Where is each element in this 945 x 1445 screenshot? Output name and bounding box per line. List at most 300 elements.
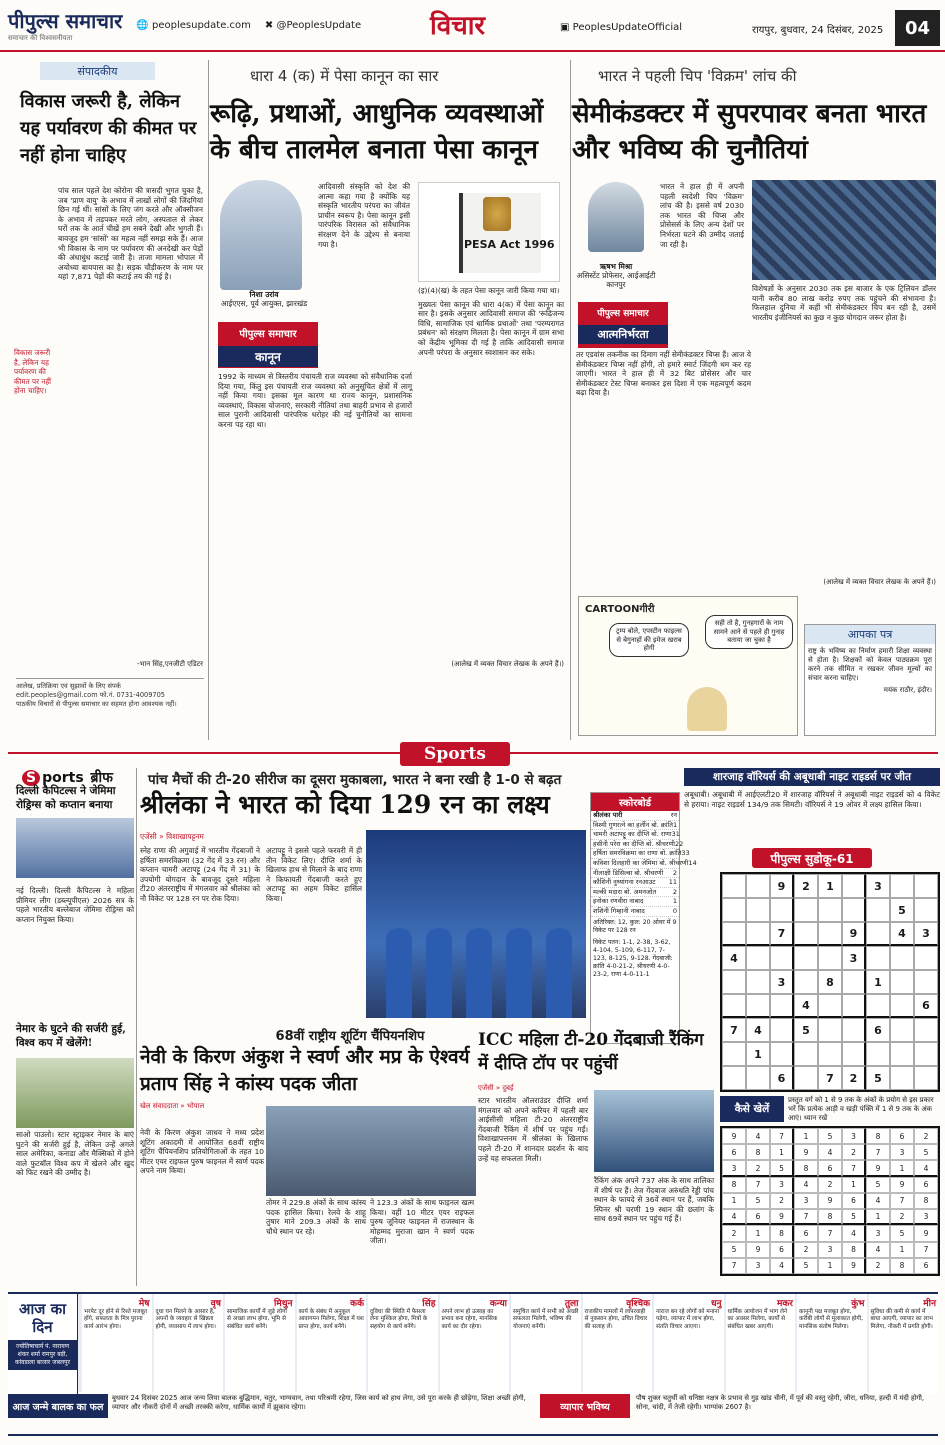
scoreboard-runs-header: रन: [670, 811, 677, 819]
sudoku-cell[interactable]: 2: [842, 1066, 866, 1090]
cricket-photo: [366, 830, 586, 1018]
section-title: विचार: [430, 11, 486, 41]
contact-disclaimer: पाठकीय विचारों से पीपुल्स समाचार का सहमत होना आवश्यक नहीं।: [16, 700, 177, 708]
sudoku-cell[interactable]: 5: [890, 898, 914, 922]
pesa-kicker: धारा 4 (क) में पेसा कानून का सार: [250, 67, 439, 85]
birth-tag: आज जन्मे बालक का फल: [8, 1394, 108, 1418]
sudoku-cell[interactable]: 3: [842, 946, 866, 970]
batter-runs: 1: [672, 897, 677, 906]
sudoku-cell[interactable]: [866, 1042, 890, 1066]
chip-body-1: तर एडवांस तकनीक का दिमाग नहीं सेमीकंडक्टर चिप्स हैं। आज ये सेमीकंडक्टर चिप्स नहीं होंगी, तो हमारे स्मार्ट जिंदगी थम कर रह जाएगी। भारत ने हाल ही में 32 बिट प्रोसेसर और चार सेमीकंडक्टर टेस्ट चिप्स बनाकर इस दिशा में एक महत्वपूर्ण कदम बढ़ा दिया है।: [576, 350, 751, 398]
twitter-text: @PeoplesUpdate: [276, 19, 362, 31]
sudoku-cell[interactable]: [890, 874, 914, 898]
sign-text: कार्य के संबंध में अनुकूल आवागमन मिलेगा, शिक्षा में यश प्राप्त होगा, कार्य बनेंगे।: [298, 1309, 364, 1330]
birth-text: बुधवार 24 दिसंबर 2025 आज जन्म लिया बालक बुद्धिमान, चतुर, भाग्यवान, तथा परिश्रमी रहेगा, जिस कार्य को हाथ लेगा, उसे पूरा करके ही छोड़ेगा, शिक्षा अच्छी होगी, व्यापार और नौकरी दोनों में अच्छी तरक्की करेगा, धार्मिक कार्यों में झुकाव रहेगा।: [112, 1394, 526, 1411]
sudoku-cell[interactable]: [818, 922, 842, 946]
batter-runs: 33: [681, 849, 690, 858]
horoscope-strip: [8, 1292, 938, 1392]
pesa-body-2-text: मुख्यतः पेसा कानून की धारा 4(क) में पेसा कानून का सार है। इसके अनुसार आदिवासी समाज की 'रूढ़िजन्य विधि, सामाजिक एवं धार्मिक प्रथाओं' तथा 'परम्परागत प्रबंधन' को संरक्षण मिलता है। पेसा कानून में ग्राम सभा को केंद्रीय भूमिका दी गई है ताकि आदिवासी समाज अपनी परंपरा के अनुसार स्वशासन कर सके।: [418, 299, 564, 357]
bottom-rule: [8, 1434, 938, 1436]
sudoku-cell[interactable]: 5: [866, 1066, 890, 1090]
sudoku-cell[interactable]: [914, 1018, 938, 1042]
horoscope-sign: [154, 1294, 224, 1394]
website-link[interactable]: 🌐 peoplesupdate.com: [136, 19, 251, 31]
sudoku-cell[interactable]: 1: [746, 1042, 770, 1066]
book-caption: (इ)(4)(ख) के तहत पेसा कानून जारी किया गया था।: [418, 286, 560, 295]
sudoku-solution-cell: 1: [746, 1225, 770, 1241]
wsl-body: अबूधाबी। अबूधाबी में आईएलटी20 में शारजाह वॉरियर्स ने अबूधाबी नाइट राइडर्स को 4 विकेट से हराया। नाइट राइडर्स 134/9 तक सिमटी। वॉरियर्स ने 19 ओवर में लक्ष्य हासिल किया।: [684, 790, 940, 809]
editorial-signature: -भान सिंह,एनजीटी एडिटर: [136, 660, 203, 668]
sudoku-solution-cell: 7: [890, 1193, 914, 1209]
sign-name: मकर: [777, 1299, 793, 1309]
pesa-body-2: [418, 286, 564, 658]
batter-name: हर्षिता समरविक्रमा का राणा बो. क्रांति: [593, 849, 682, 858]
facebook-link[interactable]: [560, 22, 682, 33]
sudoku-solution-cell: 5: [866, 1177, 890, 1193]
brief-headline[interactable]: नेमार के घुटने की सर्जरी हुई, विश्व कप में खेलेंगे!: [16, 1023, 126, 1049]
sudoku-cell[interactable]: 3: [914, 922, 938, 946]
sudoku-cell[interactable]: [914, 970, 938, 994]
sudoku-cell[interactable]: [794, 970, 818, 994]
sudoku-solution-cell: 1: [890, 1160, 914, 1176]
editorial-body: पांच साल पहले देश कोरोना की त्रासदी भुगत चुका है, जब 'प्राण वायु' के अभाव में लाखों लोगों की जिंदगियां छिन गई थीं। सांसों के लिए जंग करते और ऑक्सीजन के अभाव में तड़पकर मरते लोग, अस्पताल से लेकर घरों तक के आर्त चीखें हम सबने देखी और भुगती हैं। बावजूद हम 'सांसों' का महत्व नहीं समझ सके हैं। आज भी विकास के नाम पर पर्यावरण की अनदेखी कर पेड़ों की अंधाधुंध कटाई जारी है। ताजा मामला भोपाल में अयोध्या बायपास का है। सड़क चौड़ीकरण के नाम पर यहां 7,871 पेड़ों की कटाई तय की गई है।: [58, 186, 203, 282]
sudoku-solution-cell: 8: [746, 1144, 770, 1160]
letters-signature: मयंक राठौर, इंदौर।: [883, 686, 932, 694]
brief-body: साओ पाउलो। स्टार स्ट्राइकर नेमार के बाएं घुटने की सर्जरी हुई है, लेकिन उन्हें अगले साल अमेरिका, कनाडा और मैक्सिको में होने वाले फुटबॉल विश्व कप में खेलने और खुद को फिट रखने की उम्मीद है।: [16, 1130, 134, 1178]
pesa-body-1: 1992 के माध्यम से त्रिस्तरीय पंचायती राज व्यवस्था को संवैधानिक दर्जा दिया गया, किंतु इस पंचायती राज व्यवस्था को अनुसूचित क्षेत्रों में लागू नहीं किया गया। इसका मूल कारण था राज्य कानून, प्रशासनिक व्यवस्थाएं, विकास योजनाएं, सरकारी नीतियां तथा बाहरी प्रभाव से हजारों साल पुरानी आदिवासी पारंपरिक धरोहर की नई चुनौतियों का सामना करना पड़ रहा था।: [218, 372, 412, 429]
batter-runs: 14: [688, 858, 697, 867]
sudoku-solution-cell: 4: [746, 1128, 770, 1144]
sudoku-cell[interactable]: [842, 1042, 866, 1066]
sign-name: मीन: [923, 1299, 936, 1309]
editorial-headline[interactable]: विकास जरूरी है, लेकिन यह पर्यावरण की कीमत पर नहीं होना चाहिए: [20, 91, 197, 166]
chip-kicker: भारत ने पहली चिप 'विक्रम' लांच की: [598, 67, 797, 85]
sudoku-cell[interactable]: 3: [770, 970, 794, 994]
sudoku-solution-cell: 2: [746, 1160, 770, 1176]
contact-line1: आलेख, प्रतिक्रिया एवं सुझावों के लिए संपर्क: [16, 682, 121, 690]
sudoku-cell[interactable]: [722, 1066, 746, 1090]
horoscope-title: आज का दिन: [18, 1300, 67, 1336]
sudoku-cell[interactable]: 1: [866, 970, 890, 994]
cartoon-figure: [687, 687, 727, 731]
player-figure: [386, 928, 412, 1018]
sign-text: अपने लाभ हो उत्साह का प्रभाव बना रहेगा, मानसिक कार्य का दौर रहेगा।: [441, 1309, 498, 1330]
sudoku-cell[interactable]: [866, 922, 890, 946]
sudoku-solution-cell: 4: [770, 1258, 794, 1274]
letters-box: [804, 624, 936, 736]
sudoku-cell[interactable]: [746, 898, 770, 922]
sudoku-solution-cell: 4: [866, 1193, 890, 1209]
editorial-tag: संपादकीय: [40, 62, 155, 80]
howto-text: प्रस्तुत वर्ग को 1 से 9 तक के अंकों के प्रयोग से इस प्रकार भरें कि प्रत्येक आड़ी व खड़ी पंक्ति में 1 से 9 तक के अंक आएं। ध्यान रखें: [788, 1096, 934, 1122]
sudoku-solution-cell: 6: [722, 1144, 746, 1160]
sudoku-cell[interactable]: [914, 1066, 938, 1090]
sudoku-cell[interactable]: [746, 874, 770, 898]
sudoku-cell[interactable]: [746, 970, 770, 994]
brief-tag-letter: S: [22, 770, 40, 786]
sudoku-cell[interactable]: 8: [818, 970, 842, 994]
author-name: निशा उरांव: [249, 290, 279, 299]
sudoku-solution-cell: 9: [818, 1193, 842, 1209]
shooting-body-3: ने 123.3 अंकों के साथ फाइनल खत्म किया। वहीं 10 मीटर एयर राइफल पुरुष जूनियर फाइनल में राजस्थान के मोहम्मद मुराजा खान ने स्वर्ण पदक जीता।: [370, 1198, 474, 1246]
sudoku-cell[interactable]: 6: [770, 1066, 794, 1090]
sign-name: कर्क: [350, 1299, 364, 1309]
sudoku-cell[interactable]: [770, 1042, 794, 1066]
column-divider: [136, 768, 137, 1286]
sports-banner: Sports: [400, 742, 510, 766]
sudoku-solution-cell: 2: [770, 1193, 794, 1209]
book-title: PESA Act 1996: [464, 238, 555, 251]
pesa-disclaimer: (आलेख में व्यक्त विचार लेखक के अपने हैं।): [451, 660, 564, 668]
sudoku-solution-cell: 3: [794, 1193, 818, 1209]
sudoku-cell[interactable]: [794, 898, 818, 922]
horoscope-sign: [82, 1294, 152, 1394]
sudoku-cell[interactable]: [722, 970, 746, 994]
sudoku-grid[interactable]: [720, 872, 940, 1092]
scoreboard-row: [591, 907, 679, 917]
sudoku-cell[interactable]: [794, 922, 818, 946]
sign-text: राजकीय मामलों में लापरवाही से नुकसान होगा, उचित विचार की सलाह लें।: [584, 1309, 648, 1330]
cricket-byline: एजेंसी » विशाखापट्टनम: [140, 832, 204, 841]
sign-text: समुचित कार्य में सभी को अच्छी सफलता मिलेगी, भविष्य की योजनाएं बनेंगी।: [513, 1309, 579, 1330]
sudoku-cell[interactable]: [770, 994, 794, 1018]
brand-name: पीपुल्स समाचार: [8, 9, 123, 33]
sudoku-cell[interactable]: 4: [890, 922, 914, 946]
sudoku-cell[interactable]: [746, 994, 770, 1018]
sudoku-solution-cell: 6: [890, 1128, 914, 1144]
sign-text: दुविधा की स्थिति में फैसला लेना मुश्किल होगा, मित्रों के सहयोग से कार्य बनेंगे।: [370, 1309, 428, 1330]
sudoku-solution-cell: 7: [842, 1160, 866, 1176]
cricket-headline[interactable]: श्रीलंका ने भारत को दिया 129 रन का लक्ष्य: [140, 790, 550, 819]
sudoku-solution-cell: 3: [770, 1177, 794, 1193]
sudoku-solution-cell: 2: [722, 1225, 746, 1241]
sudoku-cell[interactable]: [914, 874, 938, 898]
dateline: रायपुर, बुधवार, 24 दिसंबर, 2025: [752, 25, 884, 36]
sudoku-solution-cell: 6: [770, 1242, 794, 1258]
sudoku-cell[interactable]: [890, 1066, 914, 1090]
sudoku-solution-cell: 6: [842, 1193, 866, 1209]
sudoku-solution-cell: 5: [890, 1225, 914, 1241]
sudoku-cell[interactable]: 7: [818, 1066, 842, 1090]
sudoku-solution-cell: 8: [842, 1242, 866, 1258]
sudoku-cell[interactable]: 1: [818, 874, 842, 898]
sudoku-cell[interactable]: [722, 898, 746, 922]
sudoku-cell[interactable]: [890, 970, 914, 994]
sudoku-cell[interactable]: 6: [914, 994, 938, 1018]
author-caption: [576, 262, 656, 289]
sudoku-solution-cell: 6: [914, 1258, 938, 1274]
sudoku-solution-cell: 3: [890, 1144, 914, 1160]
chip-photo: [752, 180, 936, 280]
sudoku-solution-cell: 1: [866, 1209, 890, 1225]
brand-tagline: समाचार की विश्वसनीयता: [8, 34, 73, 42]
brief-photo: [16, 1058, 134, 1128]
sudoku-solution-cell: 9: [794, 1144, 818, 1160]
batter-name: शशिनी गिम्हानी नाबाद: [593, 906, 645, 915]
chip-body-2: विशेषज्ञों के अनुसार 2030 तक इस बाजार के एक ट्रिलियन डॉलर यानी करीब 80 लाख करोड़ रुपए तक पहुंचने की संभावना है। फिलहाल दुनिया में कहीं भी सेमीकंडक्टर चिप बन रही है, उसमें भारतीय इंजीनियर्स का कुछ न कुछ योगदान जरूर होता है।: [752, 284, 936, 322]
sudoku-cell[interactable]: [890, 1042, 914, 1066]
sudoku-cell[interactable]: [746, 946, 770, 970]
wsl-headline[interactable]: शारजाह वॉरियर्स की अबूधाबी नाइट राइडर्स पर जीत: [684, 768, 940, 786]
horoscope-today: [8, 1294, 78, 1394]
sudoku-cell[interactable]: [818, 898, 842, 922]
sign-text: भरपेट दूर होने से रिश्ते मजबूत होंगे, सफलता के मित्र पुराना कार्य आरंभ होगा।: [84, 1309, 148, 1330]
pesa-headline[interactable]: रूढ़ि, प्रथाओं, आधुनिक व्यवस्थाओं के बीच तालमेल बनाता पेसा कानून: [210, 99, 544, 165]
sudoku-solution-cell: 7: [914, 1242, 938, 1258]
sudoku-solution-cell: 7: [866, 1144, 890, 1160]
horoscope-sign: [869, 1294, 939, 1394]
icc-headline[interactable]: ICC महिला टी-20 गेंदबाजी रैंकिंग में दीप्ति टॉप पर पहुंचीं: [478, 1030, 704, 1074]
scoreboard-row: [591, 830, 679, 840]
sudoku-cell[interactable]: [746, 922, 770, 946]
sudoku-solution-cell: 8: [794, 1160, 818, 1176]
sudoku-solution-cell: 3: [746, 1258, 770, 1274]
website-text: peoplesupdate.com: [152, 19, 251, 31]
sudoku-cell[interactable]: [842, 898, 866, 922]
sudoku-solution-cell: 5: [914, 1144, 938, 1160]
sudoku-solution-cell: 8: [818, 1209, 842, 1225]
sudoku-cell[interactable]: [770, 1018, 794, 1042]
column-logo-label: कानून: [218, 346, 318, 367]
scoreboard-row: [591, 858, 697, 869]
sudoku-solution-cell: 3: [914, 1209, 938, 1225]
scoreboard-extras: अतिरिक्त: 12, कुल: 20 ओवर में 9 विकेट पर 128 रन: [593, 918, 677, 934]
column-logo: [578, 302, 668, 348]
sign-name: कुंभ: [851, 1299, 865, 1309]
cricket-kicker: पांच मैचों की टी-20 सीरीज का दूसरा मुकाबला, भारत ने बना रखी है 1-0 से बढ़त: [148, 772, 562, 788]
scoreboard-row: [591, 821, 679, 831]
sudoku-cell[interactable]: [866, 898, 890, 922]
batter-name: कविशा दिलहारी का जेमिमा बो. श्रीचरणी: [593, 858, 689, 867]
pesa-book-image: [418, 182, 560, 282]
sudoku-solution-cell: 8: [866, 1128, 890, 1144]
batter-runs: 2: [672, 868, 677, 877]
sign-name: सिंह: [422, 1299, 436, 1309]
column-logo: [218, 322, 318, 368]
sudoku-solution-cell: 5: [842, 1209, 866, 1225]
sudoku-cell[interactable]: [866, 994, 890, 1018]
horoscope-signs: [82, 1294, 938, 1394]
sudoku-cell[interactable]: 6: [866, 1018, 890, 1042]
sudoku-cell[interactable]: [842, 970, 866, 994]
brief-tag-rest: ports: [42, 770, 84, 786]
sudoku-solution-cell: 1: [794, 1128, 818, 1144]
batter-runs: 31: [671, 830, 680, 839]
batter-runs: 11: [668, 878, 677, 887]
batter-name: नीलाक्षी डिसिल्वा बो. श्रीचरणी: [593, 868, 664, 877]
scoreboard-rows: [591, 820, 697, 917]
facebook-text: PeoplesUpdateOfficial: [572, 22, 683, 33]
brief-headline[interactable]: दिल्ली कैपिटल्स ने जेमिमा रोड्रिग्स को कप्तान बनाया: [16, 785, 116, 811]
sudoku-solution-cell: 2: [914, 1128, 938, 1144]
scoreboard-row: [591, 839, 684, 850]
sudoku-solution-cell: 5: [722, 1242, 746, 1258]
sudoku-cell[interactable]: [842, 994, 866, 1018]
sudoku-solution-cell: 7: [722, 1258, 746, 1274]
sudoku-cell[interactable]: [818, 1018, 842, 1042]
emblem-icon: [483, 197, 511, 231]
shooting-byline: खेल संवाददाता » भोपाल: [140, 1102, 205, 1110]
sudoku-cell[interactable]: [866, 946, 890, 970]
sudoku-solution-cell: 1: [890, 1242, 914, 1258]
sudoku-solution-cell: 1: [842, 1177, 866, 1193]
sudoku-cell[interactable]: [794, 946, 818, 970]
brief-body: नई दिल्ली। दिल्ली कैपिटल्स ने महिला प्रीमियर लीग (डब्ल्यूपीएल) 2026 सत्र के पहले भारतीय बल्लेबाज जेमिमा रोड्रिग्स को कप्तान नियुक्त किया।: [16, 886, 134, 924]
sudoku-solution-cell: 8: [890, 1258, 914, 1274]
batter-name: हसीनी परेरा का दीप्ति बो. श्रीचरणी: [593, 839, 675, 848]
sudoku-solution-cell: 6: [914, 1177, 938, 1193]
sudoku-solution-cell: 9: [866, 1160, 890, 1176]
sign-name: वृश्चिक: [626, 1299, 650, 1309]
sudoku-solution-cell: 1: [722, 1193, 746, 1209]
sudoku-cell[interactable]: [890, 1018, 914, 1042]
cricket-body-1: स्नेह राणा की अगुवाई में भारतीय गेंदबाजों ने हर्षिता समरविक्रमा (32 गेंद में 33 रन) और कप्तान चामरी अटापट्टू (24 गेंद में 31) के उपयोगी योगदान के बावजूद दूसरे महिला टी20 अंतरराष्ट्रीय में मंगलवार को श्रीलंका को नौ विकेट पर 128 रन पर रोक दिया।: [140, 846, 260, 903]
sudoku-cell[interactable]: [794, 1042, 818, 1066]
sudoku-solution-cell: 5: [770, 1160, 794, 1176]
sudoku-cell[interactable]: 9: [842, 922, 866, 946]
sign-text: सुविधा की कमी से कार्य में बाधा आएगी, व्यापार का लाभ मिलेगा, नौकरी में प्रगति होगी।: [870, 1309, 933, 1330]
sudoku-solution-cell: 3: [818, 1242, 842, 1258]
batter-runs: 22: [674, 839, 684, 848]
sudoku-cell[interactable]: [890, 946, 914, 970]
shooting-headline[interactable]: नेवी के किरण अंकुश ने स्वर्ण और मप्र के ऐश्वर्य प्रताप सिंह ने कांस्य पदक जीता: [140, 1046, 470, 1095]
batter-name: कौशिनी नुथ्यांगना रनआउट: [593, 878, 656, 887]
shooting-body-1: नेवी के किरण अंकुश जाधव ने मध्य प्रदेश शूटिंग अकादमी में आयोजित 68वीं राष्ट्रीय शूटिंग चैंपियनशिप प्रतियोगिताओं के तहत 10 मीटर एयर राइफल पुरुष फाइनल में स्वर्ण पदक अपने नाम किया।: [140, 1128, 264, 1176]
shooting-kicker: 68वीं राष्ट्रीय शूटिंग चैंपियनशिप: [275, 1029, 425, 1044]
sudoku-solution-cell: 2: [842, 1144, 866, 1160]
sudoku-cell[interactable]: [722, 922, 746, 946]
horoscope-sign: [368, 1294, 438, 1394]
contact-email[interactable]: edit.peoples@gmail.com फो.नं. 0731-4009705: [16, 691, 165, 699]
horoscope-sign: [726, 1294, 796, 1394]
horoscope-sign: [654, 1294, 724, 1394]
sudoku-solution-cell: 2: [794, 1242, 818, 1258]
sudoku-solution-cell: 8: [914, 1193, 938, 1209]
sudoku-solution-cell: 8: [722, 1177, 746, 1193]
sudoku-solution-cell: 9: [890, 1177, 914, 1193]
twitter-link[interactable]: ✖ @PeoplesUpdate: [264, 19, 362, 31]
sudoku-cell[interactable]: 7: [722, 1018, 746, 1042]
sudoku-cell[interactable]: [722, 874, 746, 898]
business-tag: व्यापार भविष्य: [540, 1394, 630, 1418]
sudoku-cell[interactable]: [722, 1042, 746, 1066]
sudoku-cell[interactable]: [818, 994, 842, 1018]
batter-runs: 1: [672, 820, 678, 829]
sudoku-cell[interactable]: 7: [770, 922, 794, 946]
sudoku-cell[interactable]: [914, 946, 938, 970]
sudoku-solution-cell: 9: [842, 1258, 866, 1274]
scoreboard-row: [591, 869, 679, 879]
sign-name: मेष: [138, 1299, 150, 1309]
batter-name: चामरी अटापट्टू का दीप्ति बो. राणा: [593, 830, 672, 839]
howto-tag: कैसे खेलें: [720, 1096, 784, 1122]
cartoon-bubble-left: ट्रम्प बोले, एपस्टीन फाइल्स से बेगुनाहों की इमेज खराब होगी: [609, 623, 689, 657]
scoreboard-fow: विकेट पतन: 1-1, 2-38, 3-62, 4-104, 5-109, 6-117, 7-123, 8-125, 9-128. गेंदबाजी: क्रांति 4-0-21-2, श्रीचरणी 4-0-23-2, राणा 4-0-11-1: [593, 938, 673, 978]
sudoku-solution-cell: 4: [866, 1242, 890, 1258]
icc-body-1: स्टार भारतीय ऑलराउंडर दीप्ति शर्मा मंगलवार को अपने करियर में पहली बार आईसीसी महिला टी-20 अंतरराष्ट्रीय गेंदबाजी रैंकिंग में शीर्ष पर पहुंच गईं। विशाखापत्तनम में श्रीलंका के खिलाफ पहले टी-20 में शानदार प्रदर्शन के बाद उन्हें यह सफलता मिली।: [478, 1096, 588, 1163]
sudoku-cell[interactable]: 9: [770, 874, 794, 898]
sudoku-solution-cell: 4: [914, 1160, 938, 1176]
sudoku-cell[interactable]: 4: [722, 946, 746, 970]
sudoku-cell[interactable]: [818, 946, 842, 970]
business-text: पौष शुक्ल चतुर्थी को धनिष्ठा नक्षत्र के प्रभाव से गुड़ खांड चीनी, में पूर्व की वस्तु रहेगी, जीरा, धनिया, हल्दी में मंदी होगी, सोना, चांदी, में तेजी रहेगी। भाग्यांक 2607 है।: [636, 1394, 925, 1411]
scoreboard-row: [591, 878, 679, 888]
sudoku-cell[interactable]: 4: [746, 1018, 770, 1042]
author-name: ऋषभ मिश्रा: [599, 262, 633, 271]
sudoku-cell[interactable]: 2: [794, 874, 818, 898]
scoreboard: [590, 792, 697, 1044]
facebook-icon: ▣: [560, 22, 570, 33]
sudoku-cell[interactable]: 5: [794, 1018, 818, 1042]
sign-text: कानूनी पक्ष मजबूत होगा, करीबी लोगों से मुलाकात होगी, मानसिक संतोष मिलेगा।: [799, 1309, 863, 1330]
sudoku-cell[interactable]: [914, 1042, 938, 1066]
chip-headline[interactable]: सेमीकंडक्टर में सुपरपावर बनता भारत और भविष्य की चुनौतियां: [572, 99, 927, 165]
scoreboard-header: [591, 811, 679, 821]
chip-intro: भारत ने हाल ही में अपनी पहली स्वदेशी चिप 'विक्रम' लांच की है। इससे वर्ष 2030 तक भारत की चिप्स और प्रोसेसर्स के लिए अन्य देशों पर निर्भरता घटने की उम्मीद जताई जा रही है।: [660, 182, 744, 249]
sudoku-cell[interactable]: [770, 946, 794, 970]
sudoku-solution-cell: 5: [818, 1128, 842, 1144]
sudoku-cell[interactable]: [842, 1018, 866, 1042]
sudoku-solution-cell: 3: [842, 1128, 866, 1144]
chip-disclaimer: (आलेख में व्यक्त विचार लेखक के अपने हैं।): [823, 578, 936, 586]
sudoku-cell[interactable]: [746, 1066, 770, 1090]
icc-byline: एजेंसी » दुबई: [478, 1084, 514, 1092]
sudoku-cell[interactable]: 4: [794, 994, 818, 1018]
brand-logo[interactable]: [8, 7, 122, 43]
sudoku-solution-cell: 3: [722, 1160, 746, 1176]
sudoku-cell[interactable]: [818, 1042, 842, 1066]
batter-runs: 0: [672, 906, 677, 915]
sudoku-cell[interactable]: [842, 874, 866, 898]
sudoku-cell[interactable]: [794, 1066, 818, 1090]
author-photo: [220, 180, 302, 290]
batter-name: विश्मी गुणरत्ने का हर्लीन बो. क्रांति: [593, 820, 673, 829]
sudoku-cell[interactable]: [890, 994, 914, 1018]
batter-name: मल्की मदारा बो. अमनजोत: [593, 887, 657, 896]
sign-name: वृष: [210, 1299, 221, 1309]
sudoku-cell[interactable]: [722, 994, 746, 1018]
column-divider: [208, 60, 209, 740]
sudoku-solution-cell: 4: [818, 1144, 842, 1160]
sudoku-solution-cell: 9: [770, 1209, 794, 1225]
sudoku-solution-cell: 5: [794, 1258, 818, 1274]
editorial-contact: [16, 678, 204, 709]
sudoku-cell[interactable]: [770, 898, 794, 922]
sudoku-solution-cell: 7: [818, 1225, 842, 1241]
scoreboard-title: स्कोरबोर्ड: [591, 793, 679, 811]
scoreboard-row: [591, 849, 690, 859]
cricket-body-2: अटापट्टू ने इससे पहले फरवरी में ही तीन विकेट लिए। दीप्ति शर्मा के खिलाफ हाथ से मिलाने के बाद राणा ने किफायती गेंदबाजी करते हुए अटापट्टू का अहम विकेट हासिल किया।: [266, 846, 362, 903]
author-photo: [588, 182, 644, 252]
sudoku-solution-grid: [720, 1126, 940, 1276]
cartoon-title: CARTOONगीरी: [585, 604, 655, 615]
column-logo-brand: पीपुल्स समाचार: [597, 309, 649, 319]
sudoku-solution-cell: 6: [818, 1160, 842, 1176]
sign-name: मिथुन: [274, 1299, 293, 1309]
sudoku-cell[interactable]: [914, 898, 938, 922]
scoreboard-team: श्रीलंका पारी: [593, 811, 623, 819]
sudoku-solution-cell: 4: [722, 1209, 746, 1225]
horoscope-sign: [440, 1294, 510, 1394]
pesa-intro: आदिवासी संस्कृति को देश की आत्मा कहा गया है क्योंकि यह संस्कृति भारतीय परंपरा का जीवंत प्राचीन स्वरूप है। पेसा कानून इसी पारंपरिक विरासत को संवैधानिक संरक्षण देने के उद्देश्य से बनाया गया है।: [318, 182, 410, 249]
column-logo-brand: पीपुल्स समाचार: [239, 329, 297, 340]
editorial-pullquote: विकास जरूरी है, लेकिन यह पर्यावरण की कीमत पर नहीं होना चाहिए।: [14, 348, 52, 395]
brief-tag-label: ब्रीफ: [90, 770, 113, 786]
sudoku-cell[interactable]: 3: [866, 874, 890, 898]
sudoku-solution-cell: 5: [746, 1193, 770, 1209]
letters-body: राष्ट्र के भविष्य का निर्माण हमारी शिक्षा व्यवस्था से होता है। शिक्षकों को केवल पाठ्यक्रम पूरा करने तक सीमित न रखकर जीवन मूल्यों का संचार करना चाहिए।: [808, 647, 932, 682]
player-figure: [426, 928, 452, 1018]
